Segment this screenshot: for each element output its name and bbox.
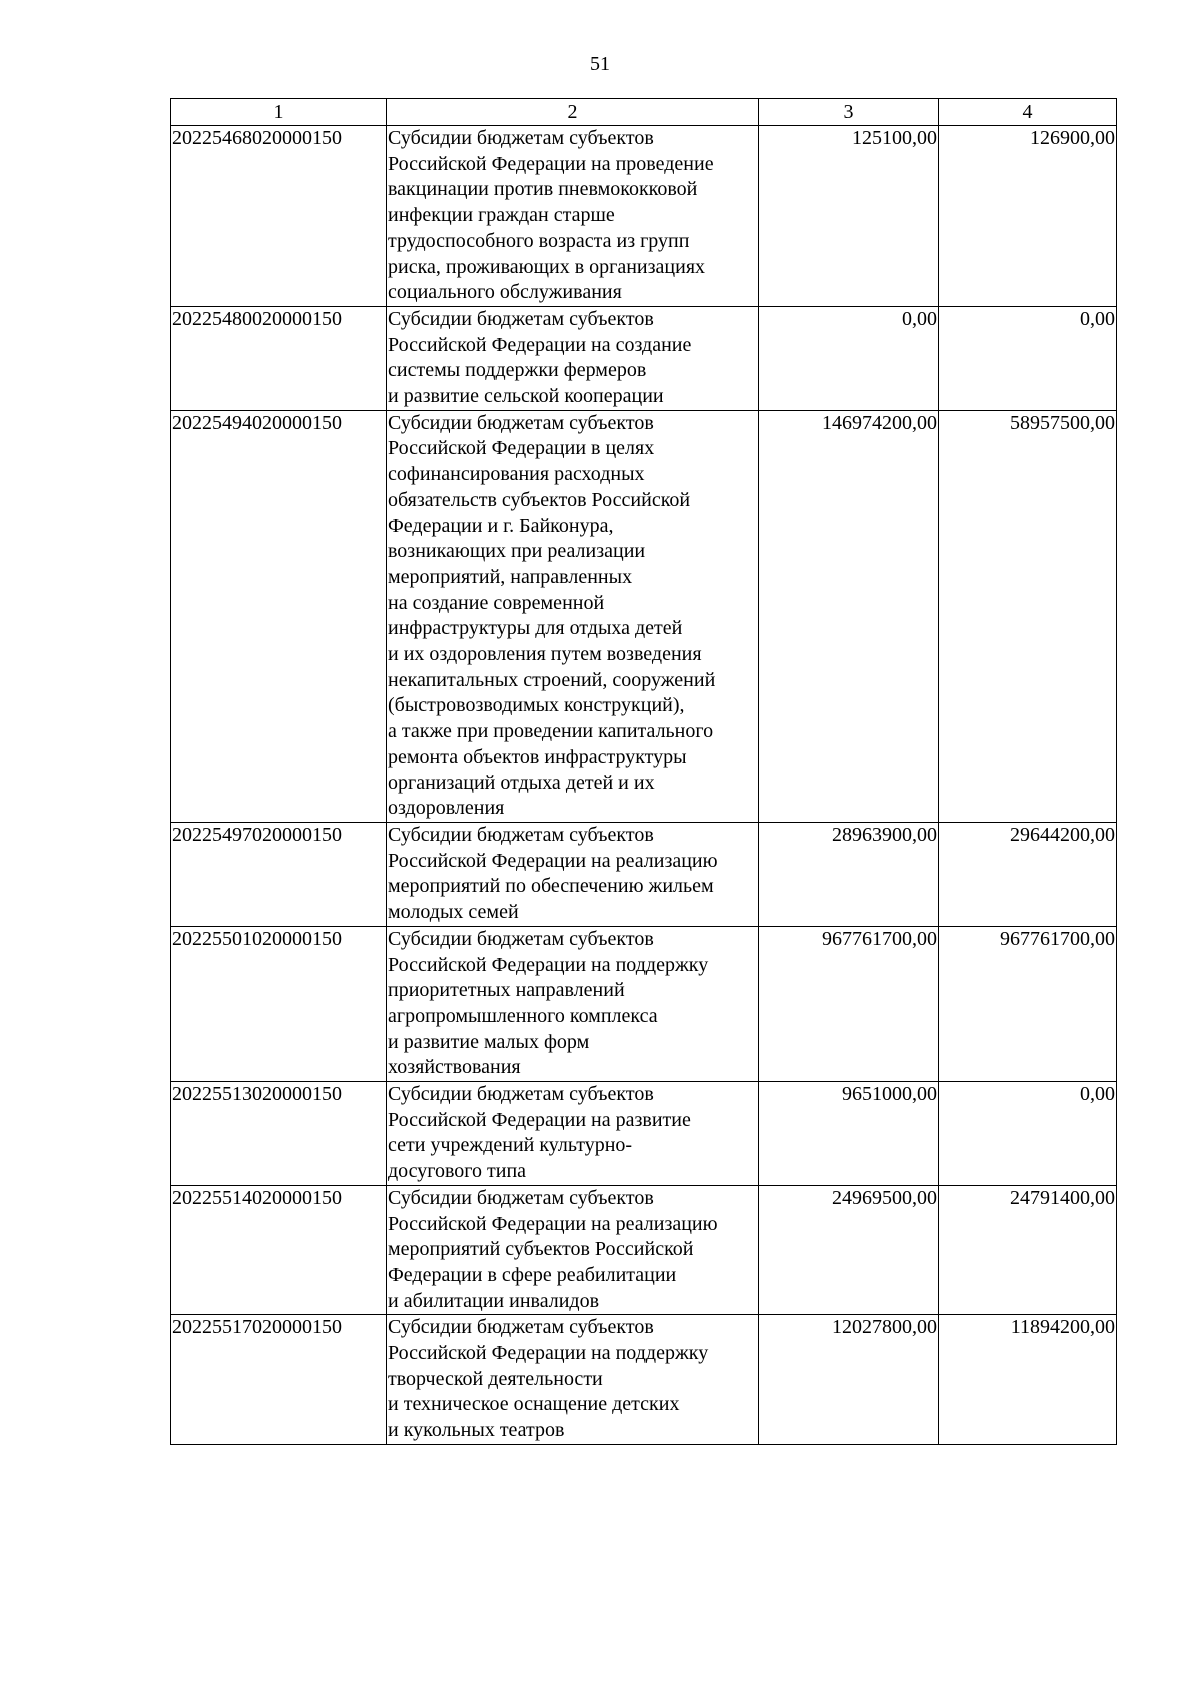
row-code: 20225497020000150: [171, 822, 387, 926]
table-row: [171, 306, 1117, 410]
budget-table: [170, 98, 1117, 1445]
column-header-1: 1: [171, 99, 387, 126]
row-value-col3: 125100,00: [759, 126, 939, 307]
row-code: 20225501020000150: [171, 926, 387, 1081]
table-row: [171, 126, 1117, 307]
row-description: Субсидии бюджетам субъектов Российской Федерации на развитие сети учреждений культурно- досугового типа: [387, 1082, 759, 1186]
row-code: 20225514020000150: [171, 1185, 387, 1315]
row-code: 20225468020000150: [171, 126, 387, 307]
row-value-col3: 146974200,00: [759, 410, 939, 822]
column-header-2: 2: [387, 99, 759, 126]
row-value-col4: 126900,00: [939, 126, 1117, 307]
row-description: Субсидии бюджетам субъектов Российской Федерации на поддержку творческой деятельности и техническое оснащение детских и кукольных театров: [387, 1315, 759, 1445]
table-row: [171, 1315, 1117, 1445]
row-value-col4: 967761700,00: [939, 926, 1117, 1081]
row-value-col4: 0,00: [939, 306, 1117, 410]
table-row: [171, 822, 1117, 926]
row-description: Субсидии бюджетам субъектов Российской Федерации на поддержку приоритетных направлений агропромышленного комплекса и развитие малых форм хозяйствования: [387, 926, 759, 1081]
row-description: Субсидии бюджетам субъектов Российской Федерации на реализацию мероприятий по обеспечению жильем молодых семей: [387, 822, 759, 926]
column-header-4: 4: [939, 99, 1117, 126]
table-row: [171, 926, 1117, 1081]
row-description: Субсидии бюджетам субъектов Российской Федерации в целях софинансирования расходных обязательств субъектов Российской Федерации и г. Байконура, возникающих при реализации мероприятий, направленных на создание современной инфраструктуры для отдыха детей и их оздоровления путем возведения некапитальных строений, сооружений (быстровозводимых конструкций), а также при проведении капитального ремонта объектов инфраструктуры организаций отдыха детей и их оздоровления: [387, 410, 759, 822]
row-value-col4: 11894200,00: [939, 1315, 1117, 1445]
row-value-col4: 0,00: [939, 1082, 1117, 1186]
row-value-col3: 9651000,00: [759, 1082, 939, 1186]
row-description: Субсидии бюджетам субъектов Российской Федерации на создание системы поддержки фермеров и развитие сельской кооперации: [387, 306, 759, 410]
row-value-col4: 58957500,00: [939, 410, 1117, 822]
table-row: [171, 410, 1117, 822]
row-description: Субсидии бюджетам субъектов Российской Федерации на проведение вакцинации против пневмококковой инфекции граждан старше трудоспособного возраста из групп риска, проживающих в организациях социального обслуживания: [387, 126, 759, 307]
row-value-col4: 24791400,00: [939, 1185, 1117, 1315]
row-value-col4: 29644200,00: [939, 822, 1117, 926]
row-code: 20225513020000150: [171, 1082, 387, 1186]
row-value-col3: 24969500,00: [759, 1185, 939, 1315]
row-description: Субсидии бюджетам субъектов Российской Федерации на реализацию мероприятий субъектов Российской Федерации в сфере реабилитации и абилитации инвалидов: [387, 1185, 759, 1315]
row-code: 20225480020000150: [171, 306, 387, 410]
page-number: 51: [590, 53, 610, 75]
table-header-row: [171, 99, 1117, 126]
row-code: 20225494020000150: [171, 410, 387, 822]
row-code: 20225517020000150: [171, 1315, 387, 1445]
table-row: [171, 1185, 1117, 1315]
row-value-col3: 12027800,00: [759, 1315, 939, 1445]
row-value-col3: 0,00: [759, 306, 939, 410]
row-value-col3: 28963900,00: [759, 822, 939, 926]
row-value-col3: 967761700,00: [759, 926, 939, 1081]
table-row: [171, 1082, 1117, 1186]
column-header-3: 3: [759, 99, 939, 126]
